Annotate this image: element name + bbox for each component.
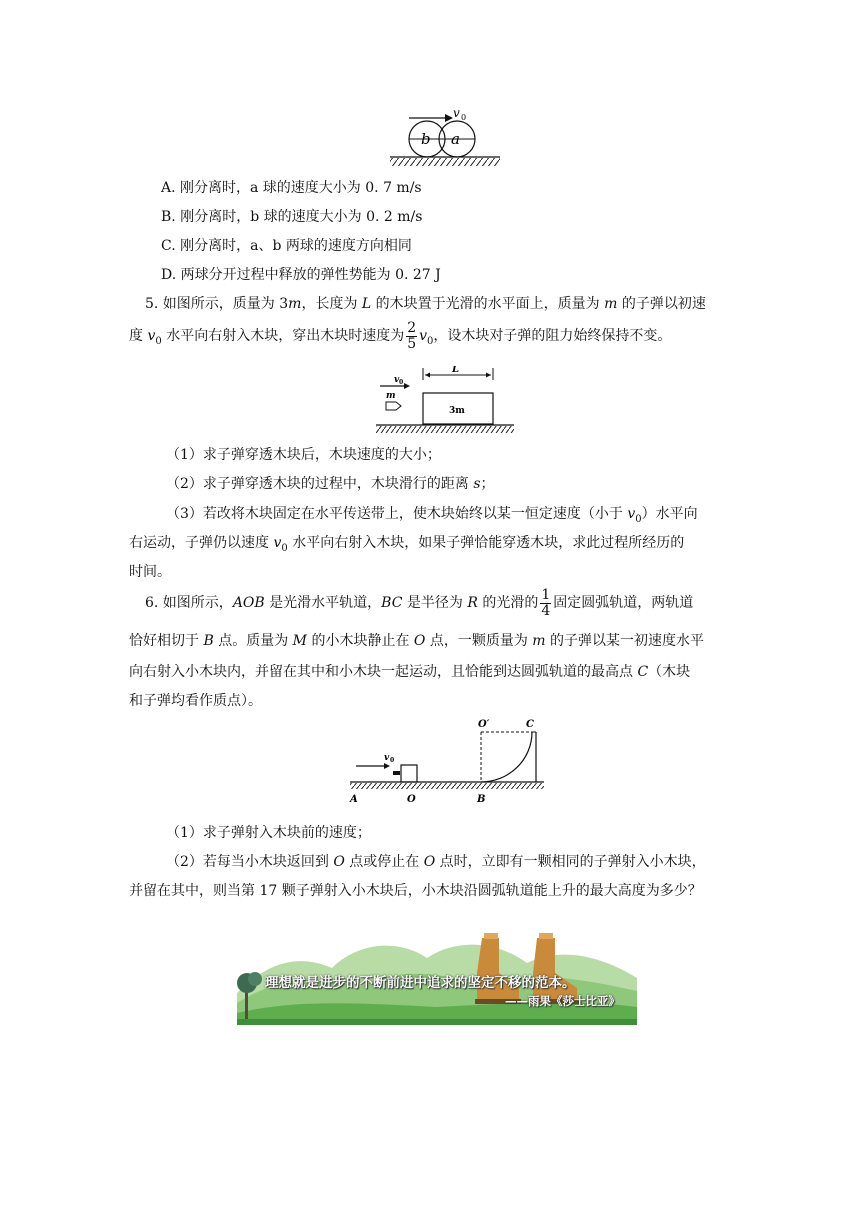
label-c: C <box>526 719 534 730</box>
arc-track <box>481 732 532 782</box>
q6-sub2-line-2: 并留在其中，则当第 17 颗子弹射入小木块后，小木块沿圆弧轨道能上升的最大高度为多少？ <box>129 883 702 899</box>
option-d <box>161 265 441 285</box>
velocity-label: v <box>453 106 460 120</box>
banner-quote: 理想就是进步的不断前进中追求的坚定不移的范本。 <box>265 975 576 991</box>
q6-stem-line-3: 向右射入小木块内，并留在其中和小木块一起运动，且恰能到达圆弧轨道的最高点 C（木块 <box>129 664 691 680</box>
bullet <box>393 771 400 775</box>
q5-sub2: （2）求子弹穿透木块的过程中，木块滑行的距离 s； <box>166 476 495 492</box>
svg-text:3m: 3m <box>449 406 465 416</box>
option-c <box>161 236 412 256</box>
q6-stem-line-4: 和子弹均看作质点）。 <box>129 693 262 709</box>
option-text: 两球分开过程中释放的弹性势能为 0. 27 J <box>180 267 441 283</box>
option-letter: A. <box>161 180 176 196</box>
figure-track-arc <box>344 714 550 812</box>
fraction-1-4: $\frac{1}{4}$ <box>541 586 551 619</box>
svg-text:0: 0 <box>390 757 395 764</box>
q6-sub1: （1）求子弹射入木块前的速度； <box>166 825 371 841</box>
quote-banner <box>237 933 637 1025</box>
q5-sub3-line-2: 右运动，子弹仍以速度 $v_0$ 水平向右射入木块，如果子弹恰能穿透木块，求此过程所经历的 <box>129 535 685 554</box>
svg-text:v: v <box>384 753 390 763</box>
option-a <box>161 178 422 198</box>
option-letter: B. <box>161 209 176 225</box>
option-text: 刚分离时，a、b 两球的速度方向相同 <box>180 238 412 254</box>
bullet <box>386 402 401 410</box>
banner-author: ——雨果《莎士比亚》 <box>505 994 620 1008</box>
q6-stem-line-2: 恰好相切于 B 点。质量为 M 的小木块静止在 O 点，一颗质量为 m 的子弹以某一初速度水平 <box>129 633 705 649</box>
ball-b-label: b <box>421 130 431 148</box>
svg-text:m: m <box>386 391 396 401</box>
small-block <box>401 765 417 782</box>
figure-bullet-block <box>374 366 516 440</box>
svg-text:v: v <box>394 375 400 385</box>
q5-sub1: （1）求子弹穿透木块后，木块速度的大小； <box>166 447 441 463</box>
option-text: 刚分离时，a 球的速度大小为 0. 7 m/s <box>180 180 422 196</box>
svg-text:0: 0 <box>399 379 404 386</box>
label-o-prime: O′ <box>478 719 490 730</box>
q5-sub3-line-1: （3）若改将木块固定在水平传送带上，使木块始终以某一恒定速度（小于 $v_0$）水平向 <box>166 506 698 525</box>
label-o: O <box>407 794 416 805</box>
length-label: L <box>452 366 460 375</box>
ball-a-label: a <box>451 130 460 148</box>
figure-two-balls <box>385 104 505 172</box>
option-text: 刚分离时，b 球的速度大小为 0. 2 m/s <box>180 209 423 225</box>
option-letter: C. <box>161 238 176 254</box>
q6-sub2-line-1: （2）若每当小木块返回到 O 点或停止在 O 点时，立即有一颗相同的子弹射入小木块， <box>166 854 706 870</box>
option-b <box>161 207 422 227</box>
q5-sub3-line-3: 时间。 <box>129 564 171 580</box>
q5-stem-line-2: 度 $v_0$ 水平向右射入木块，穿出木块时速度为 $\frac{2}{5}$ $v_0$，设木块对子弹的阻力始终保持不变。 <box>129 319 672 352</box>
svg-text:0: 0 <box>461 113 467 122</box>
q6-stem-line-1: 6. 如图所示，AOB 是光滑水平轨道，BC 是半径为 R 的光滑的 $\frac{1}{4}$ 固定圆弧轨道，两轨道 <box>145 586 694 619</box>
fraction-2-5: $\frac{2}{5}$ <box>407 319 417 352</box>
label-a: A <box>350 794 358 805</box>
label-b: B <box>477 794 486 805</box>
q5-stem-line-1: 5. 如图所示，质量为 3m，长度为 L 的木块置于光滑的水平面上，质量为 m 的子弹以初速 <box>145 296 706 312</box>
option-letter: D. <box>161 267 177 283</box>
